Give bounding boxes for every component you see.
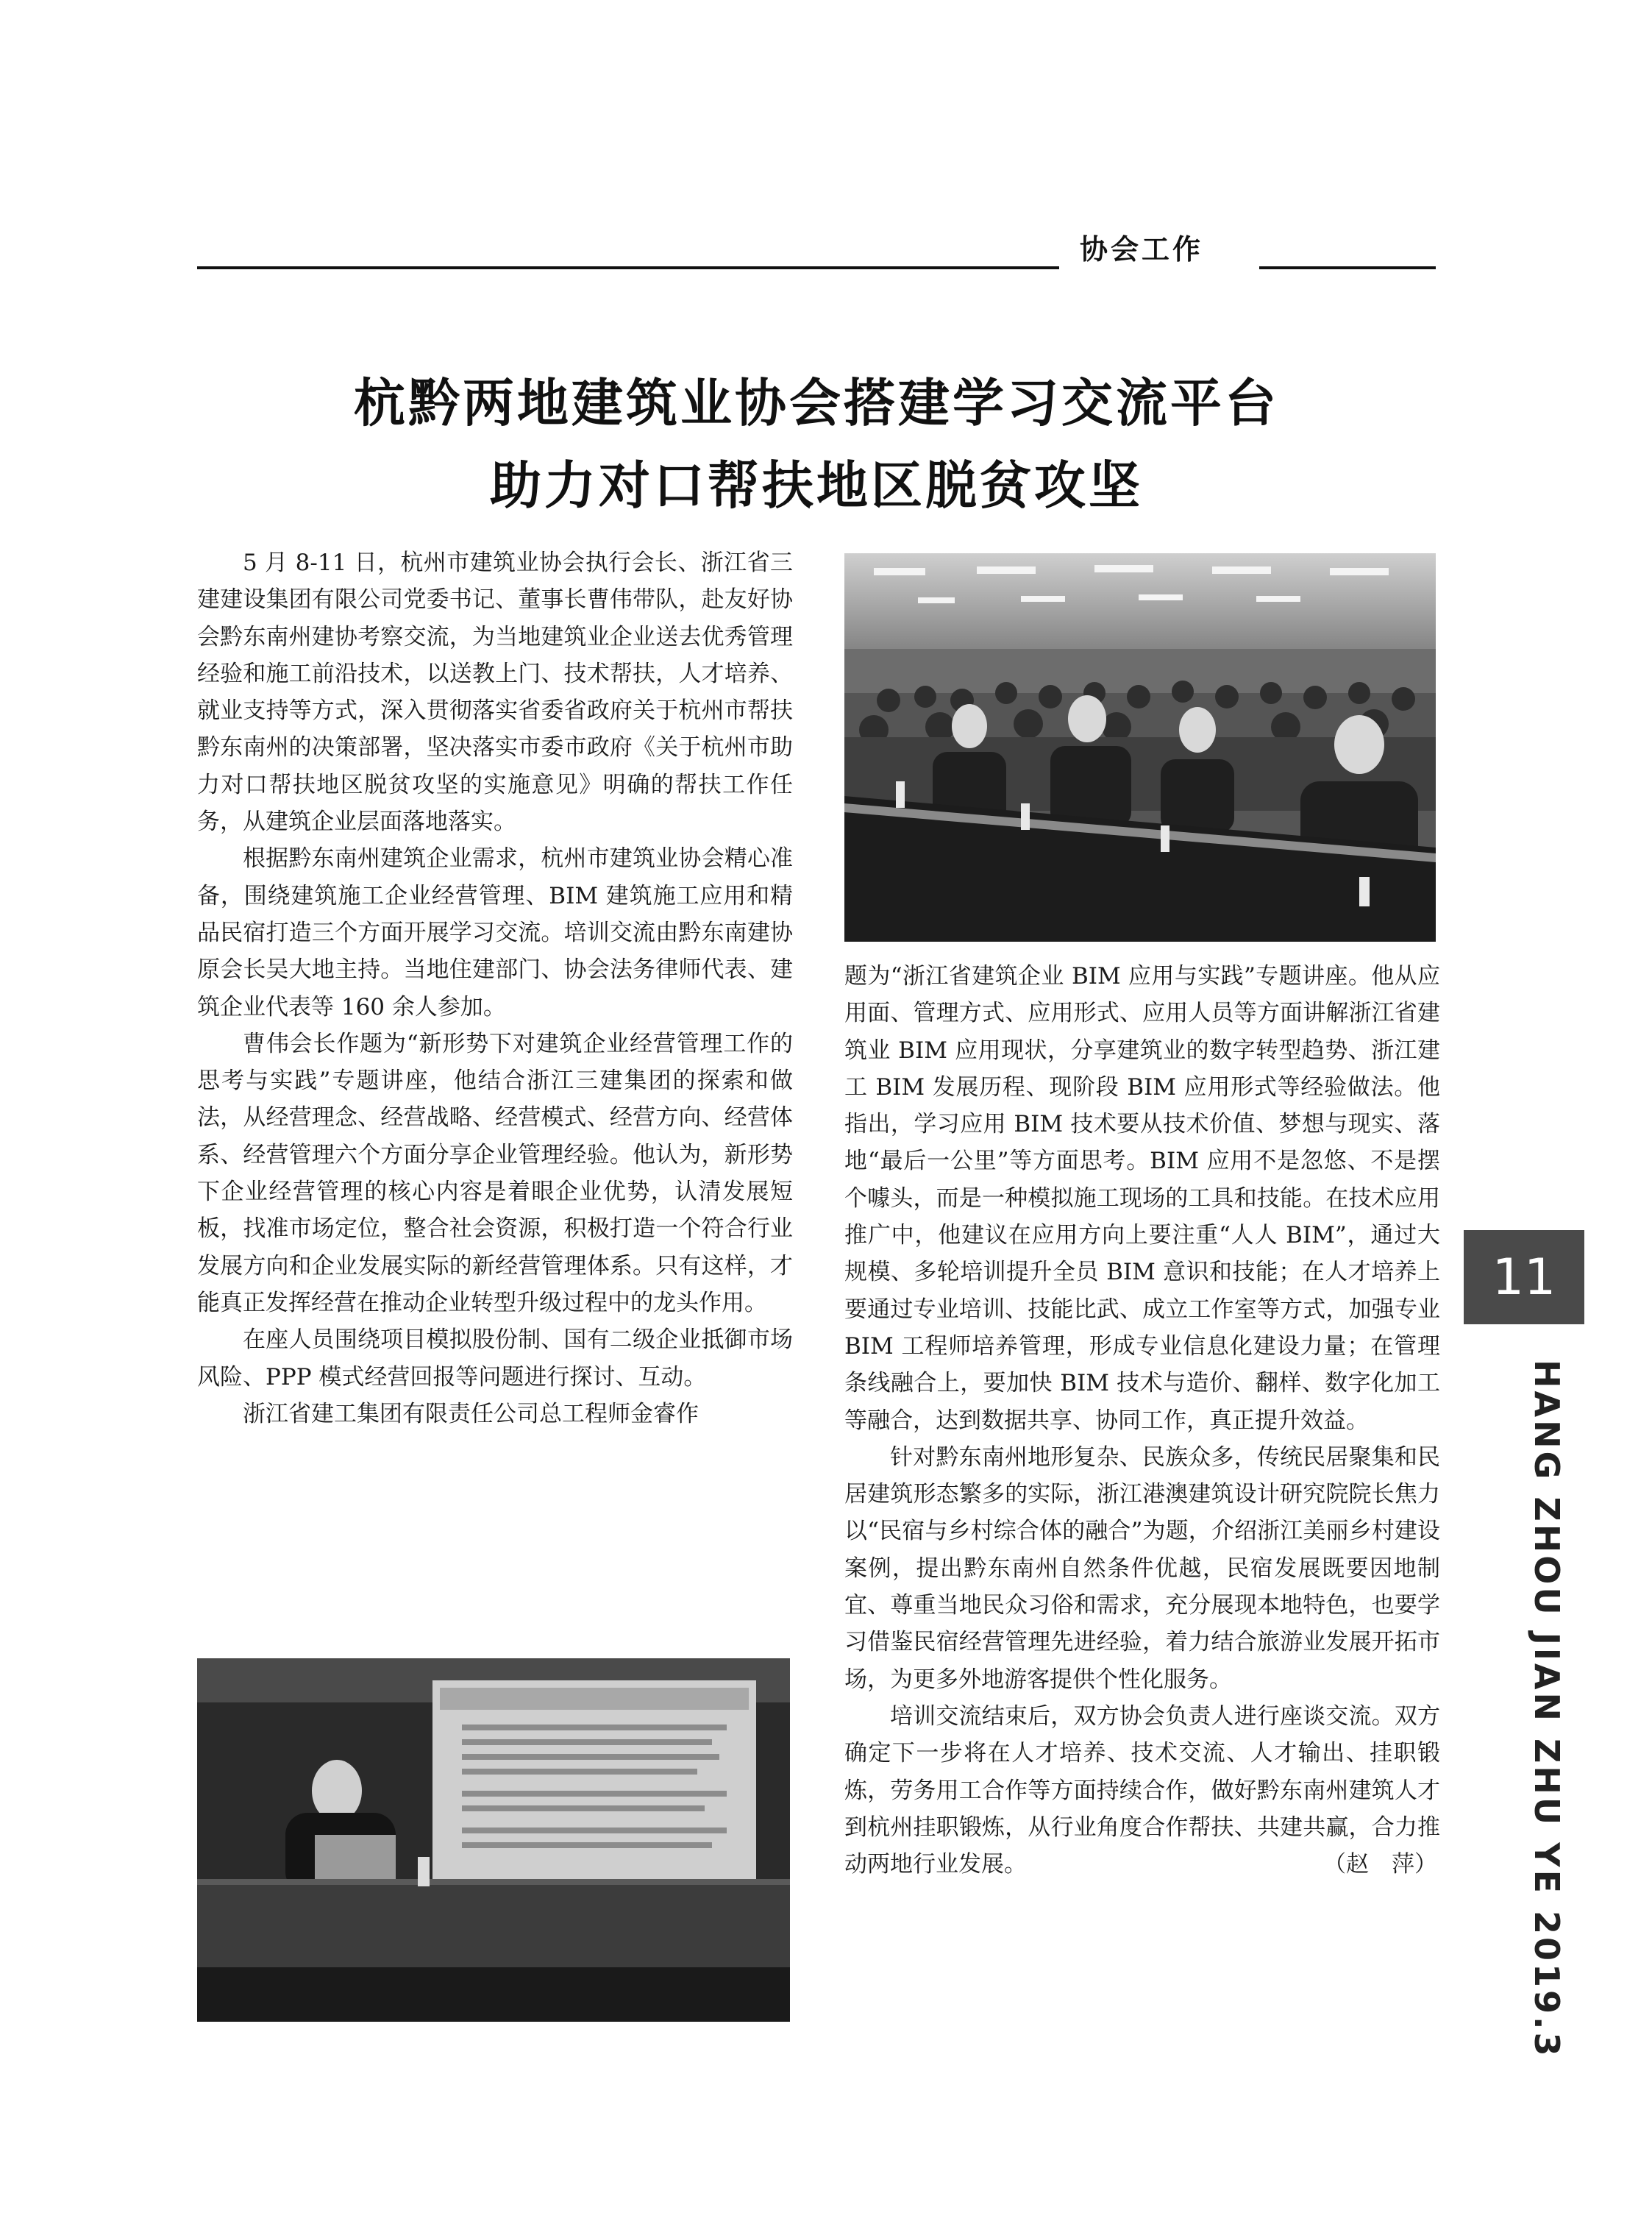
- paragraph: 在座人员围绕项目模拟股份制、国有二级企业抵御市场风险、PPP 模式经营回报等问题进行探讨、互动。: [197, 1326, 793, 1390]
- journal-name: HANG ZHOU JIAN ZHU YE 2019.3: [1527, 1360, 1567, 2059]
- paragraph: 题为“浙江省建筑企业 BIM 应用与实践”专题讲座。他从应用面、管理方式、应用形式、应用人员等方面讲解浙江省建筑业 BIM 应用现状，分享建筑业的数字转型趋势、浙江建工 BIM 发展历程、现阶段 BIM 应用形式等经验做法。他指出，学习应用 BIM 技术要从技术价值、梦想与现实、落地“最后一公里”等方面思考。BIM 应用不是忽悠、不是摆个噱头，而是一种模拟施工现场的工具和技能。在技术应用推广中，他建议在应用方向上要注重“人人 BIM”，通过大规模、多轮培训提升全员 BIM 意识和技能；在人才培养上要通过专业培训、技能比武、成立工作室等方式，加强专业 BIM 工程师培养管理，形成专业信息化建设力量；在管理条线融合上，要加快 BIM 技术与造价、翻样、数字化加工等融合，达到数据共享、协同工作，真正提升效益。: [844, 963, 1440, 1434]
- speaker-photo: [197, 1658, 790, 2022]
- header-rule-right: [1259, 266, 1436, 269]
- article-title-line2: 助力对口帮扶地区脱贫攻坚: [490, 455, 1143, 516]
- page-number: 11: [1464, 1230, 1584, 1324]
- paragraph: [844, 1698, 1440, 1883]
- paragraph: 根据黔东南州建筑企业需求，杭州市建筑业协会精心准备，围绕建筑施工企业经营管理、BIM 建筑施工应用和精品民宿打造三个方面开展学习交流。培训交流由黔东南建协原会长吴大地主持。当地住建部门、协会法务律师代表、建筑企业代表等 160 余人参加。: [197, 845, 793, 1020]
- article-title-line1: 杭黔两地建筑业协会搭建学习交流平台: [354, 373, 1279, 433]
- paragraph: 浙江省建工集团有限责任公司总工程师金睿作: [243, 1400, 699, 1427]
- paragraph-text: 培训交流结束后，双方协会负责人进行座谈交流。双方确定下一步将在人才培养、技术交流、人才输出、挂职锻炼，劳务用工合作等方面持续合作，做好黔东南州建筑人才到杭州挂职锻炼，从行业角度合作帮扶、共建共赢，合力推动两地行业发展。: [844, 1702, 1440, 1878]
- paragraph: 曹伟会长作题为“新形势下对建筑企业经营管理工作的思考与实践”专题讲座，他结合浙江三建集团的探索和做法，从经营理念、经营战略、经营模式、经营方向、经营体系、经营管理六个方面分享企业管理经验。他认为，新形势下企业经营管理的核心内容是着眼企业优势，认清发展短板，找准市场定位，整合社会资源，积极打造一个符合行业发展方向和企业发展实际的新经营管理体系。只有这样，才能真正发挥经营在推动企业转型升级过程中的龙头作用。: [197, 1030, 793, 1316]
- header-rule-left: [197, 266, 1059, 269]
- paragraph: 5 月 8-11 日，杭州市建筑业协会执行会长、浙江省三建建设集团有限公司党委书记、董事长曹伟带队，赴友好协会黔东南州建协考察交流，为当地建筑业企业送去优秀管理经验和施工前沿技术，以送教上门、技术帮扶，人才培养、就业支持等方式，深入贯彻落实省委省政府关于杭州市帮扶黔东南州的决策部署，坚决落实市委市政府《关于杭州市助力对口帮扶地区脱贫攻坚的实施意见》明确的帮扶工作任务，从建筑企业层面落地落实。: [197, 550, 793, 836]
- section-label: 协会工作: [1080, 233, 1204, 266]
- audience-photo: [844, 553, 1436, 942]
- author-credit: （赵 萍）: [1323, 1851, 1437, 1878]
- left-column: [197, 544, 793, 1432]
- paragraph: 针对黔东南州地形复杂、民族众多，传统民居聚集和民居建筑形态繁多的实际，浙江港澳建筑设计研究院院长焦力以“民宿与乡村综合体的融合”为题，介绍浙江美丽乡村建设案例，提出黔东南州自然条件优越，民宿发展既要因地制宜、尊重当地民众习俗和需求，充分展现本地特色，也要学习借鉴民宿经营管理先进经验，着力结合旅游业发展开拓市场，为更多外地游客提供个性化服务。: [844, 1443, 1440, 1693]
- right-column: [844, 958, 1440, 1883]
